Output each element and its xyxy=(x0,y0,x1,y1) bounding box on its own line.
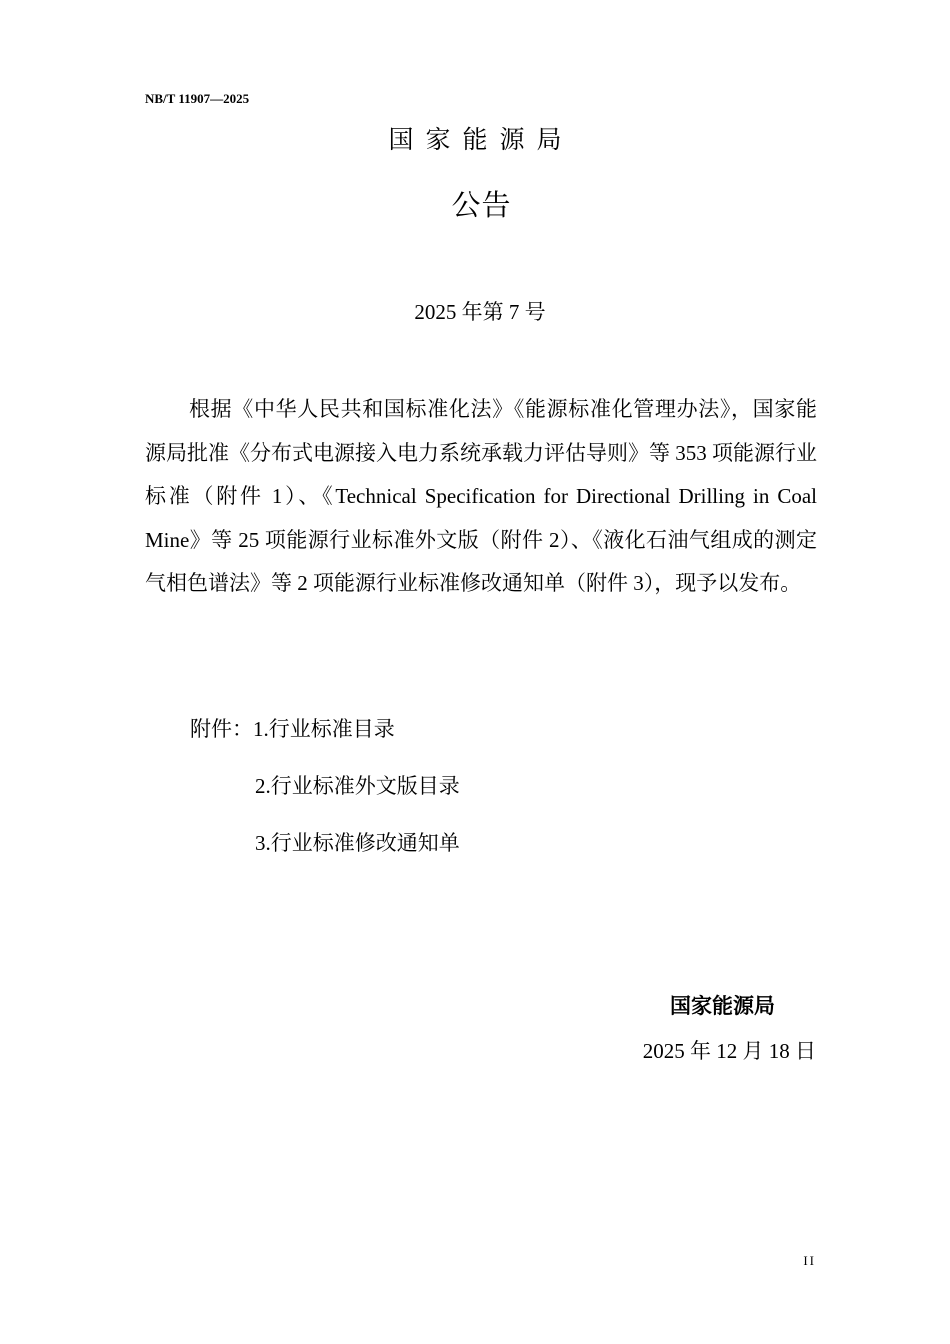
notice-number: 2025 年第 7 号 xyxy=(414,300,546,324)
signature-date: 2025 年 12 月 18 日 xyxy=(642,1039,816,1063)
body-paragraph: 根据《中华人民共和国标准化法》《能源标准化管理办法》，国家能源局批准《分布式电源接入电力系统承载力评估导则》等 353 项能源行业标准（附件 1）、《Technical Specification for Directional Drilling in Coal Mine》等 25 项能源行业标准外文版（附件 2）、《液化石油气组成的测定 气相色谱法》等 2 项能源行业标准修改通知单（附件 3），现予以发布。 xyxy=(145,397,817,595)
standard-code: NB/T 11907—2025 xyxy=(145,91,250,106)
attachment-item-3: 3.行业标准修改通知单 xyxy=(255,831,460,855)
attachment-item-2: 2.行业标准外文版目录 xyxy=(255,774,460,798)
attachment-item-1: 附件：1.行业标准目录 xyxy=(190,717,395,741)
agency-title: 国家能源局 xyxy=(388,125,574,154)
notice-title: 公告 xyxy=(451,188,512,222)
page-number: II xyxy=(803,1253,816,1268)
signature-organization: 国家能源局 xyxy=(670,994,775,1018)
